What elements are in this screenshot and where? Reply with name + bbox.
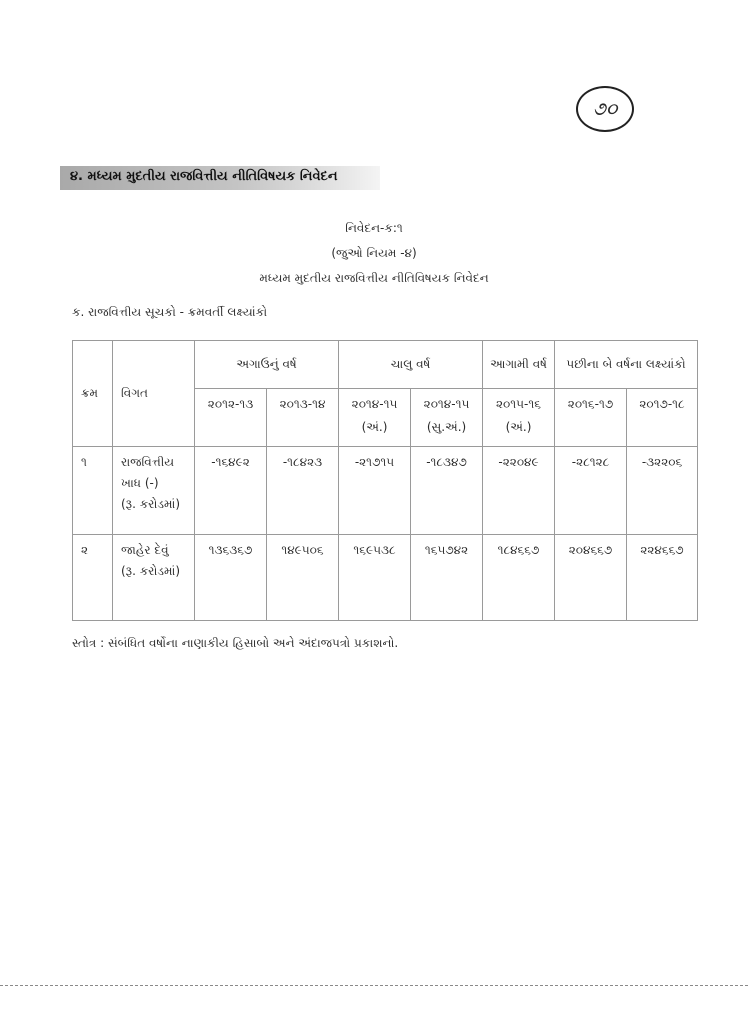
year-2013-14: ૨૦૧૩-૧૪ [267,389,339,447]
year-2015-16 [483,389,555,447]
cell-value: -૨૧૭૧૫ [339,447,411,535]
fiscal-indicators-table [72,340,698,621]
detail-line: જાહેર દેવું [121,543,169,557]
year-note: (અં.) [361,420,388,434]
year-label: ૨૦૧૪-૧૫ [423,397,470,411]
year-label: ૨૦૧૫-૧૬ [496,397,541,411]
year-2012-13: ૨૦૧૨-૧૩ [195,389,267,447]
year-2017-18: ૨૦૧૭-૧૮ [627,389,698,447]
cell-value: ૧૮૪૬૬૭ [483,535,555,621]
table-row [73,535,698,621]
row-serial: ૨ [73,535,113,621]
table-row [73,447,698,535]
cell-value: ૧૪૯૫૦૬ [267,535,339,621]
statement-title: મધ્યમ મુદતીય રાજવિત્તીય નીતિવિષયક નિવેદન [259,271,489,285]
header-serial: ક્રમ [73,341,113,447]
rule-reference: (જુઓ નિયમ -૪) [331,246,417,260]
detail-line: રાજવિત્તીય [121,455,175,469]
header-following-years: પછીના બે વર્ષના લક્ષ્યાંકો [555,341,698,389]
year-label: ૨૦૧૪-૧૫ [351,397,398,411]
cell-value: ૧૩૬૩૬૭ [195,535,267,621]
year-note: (અં.) [505,420,532,434]
page-bottom-divider [0,985,748,986]
statement-number: નિવેદન-ક:૧ [345,221,403,235]
header-current-year: ચાલુ વર્ષ [339,341,483,389]
cell-value: ૨૨૪૬૬૭ [627,535,698,621]
detail-line: (રૂ. કરોડમાં) [121,564,181,578]
cell-value: ૧૬૫૭૪૨ [411,535,483,621]
cell-value: -૨૮૧૨૮ [555,447,627,535]
cell-value: -૩૨૨૦૬ [627,447,698,535]
cell-value: -૨૨૦૪૯ [483,447,555,535]
header-previous-year: અગાઉનું વર્ષ [195,341,339,389]
section-title: ૪. મધ્યમ મુદતીય રાજવિત્તીય નીતિવિષયક નિવેદન [70,169,338,184]
header-next-year: આગામી વર્ષ [483,341,555,389]
detail-line: (રૂ. કરોડમાં) [121,497,181,511]
year-2016-17: ૨૦૧૬-૧૭ [555,389,627,447]
row-detail [113,447,195,535]
cell-value: ૨૦૪૬૬૭ [555,535,627,621]
row-serial: ૧ [73,447,113,535]
source-note: સ્તોત્ર : સંબંધિત વર્ષોના નાણાકીય હિસાબો અને અંદાજપત્રો પ્રકાશનો. [72,636,399,650]
year-2014-15-budget [339,389,411,447]
row-detail [113,535,195,621]
subheading: ક. રાજવિત્તીય સૂચકો - ક્રમવર્તી લક્ષ્યાંકો [72,305,268,319]
detail-line: ખાધ (-) [121,476,159,490]
cell-value: -૧૬૪૯૨ [195,447,267,535]
year-2014-15-revised [411,389,483,447]
page-number: ૭૦ [576,86,634,132]
year-note: (સુ.અં.) [426,420,467,434]
cell-value: -૧૮૪૨૩ [267,447,339,535]
header-detail: વિગત [113,341,195,447]
cell-value: -૧૮૩૪૭ [411,447,483,535]
cell-value: ૧૬૯૫૩૮ [339,535,411,621]
